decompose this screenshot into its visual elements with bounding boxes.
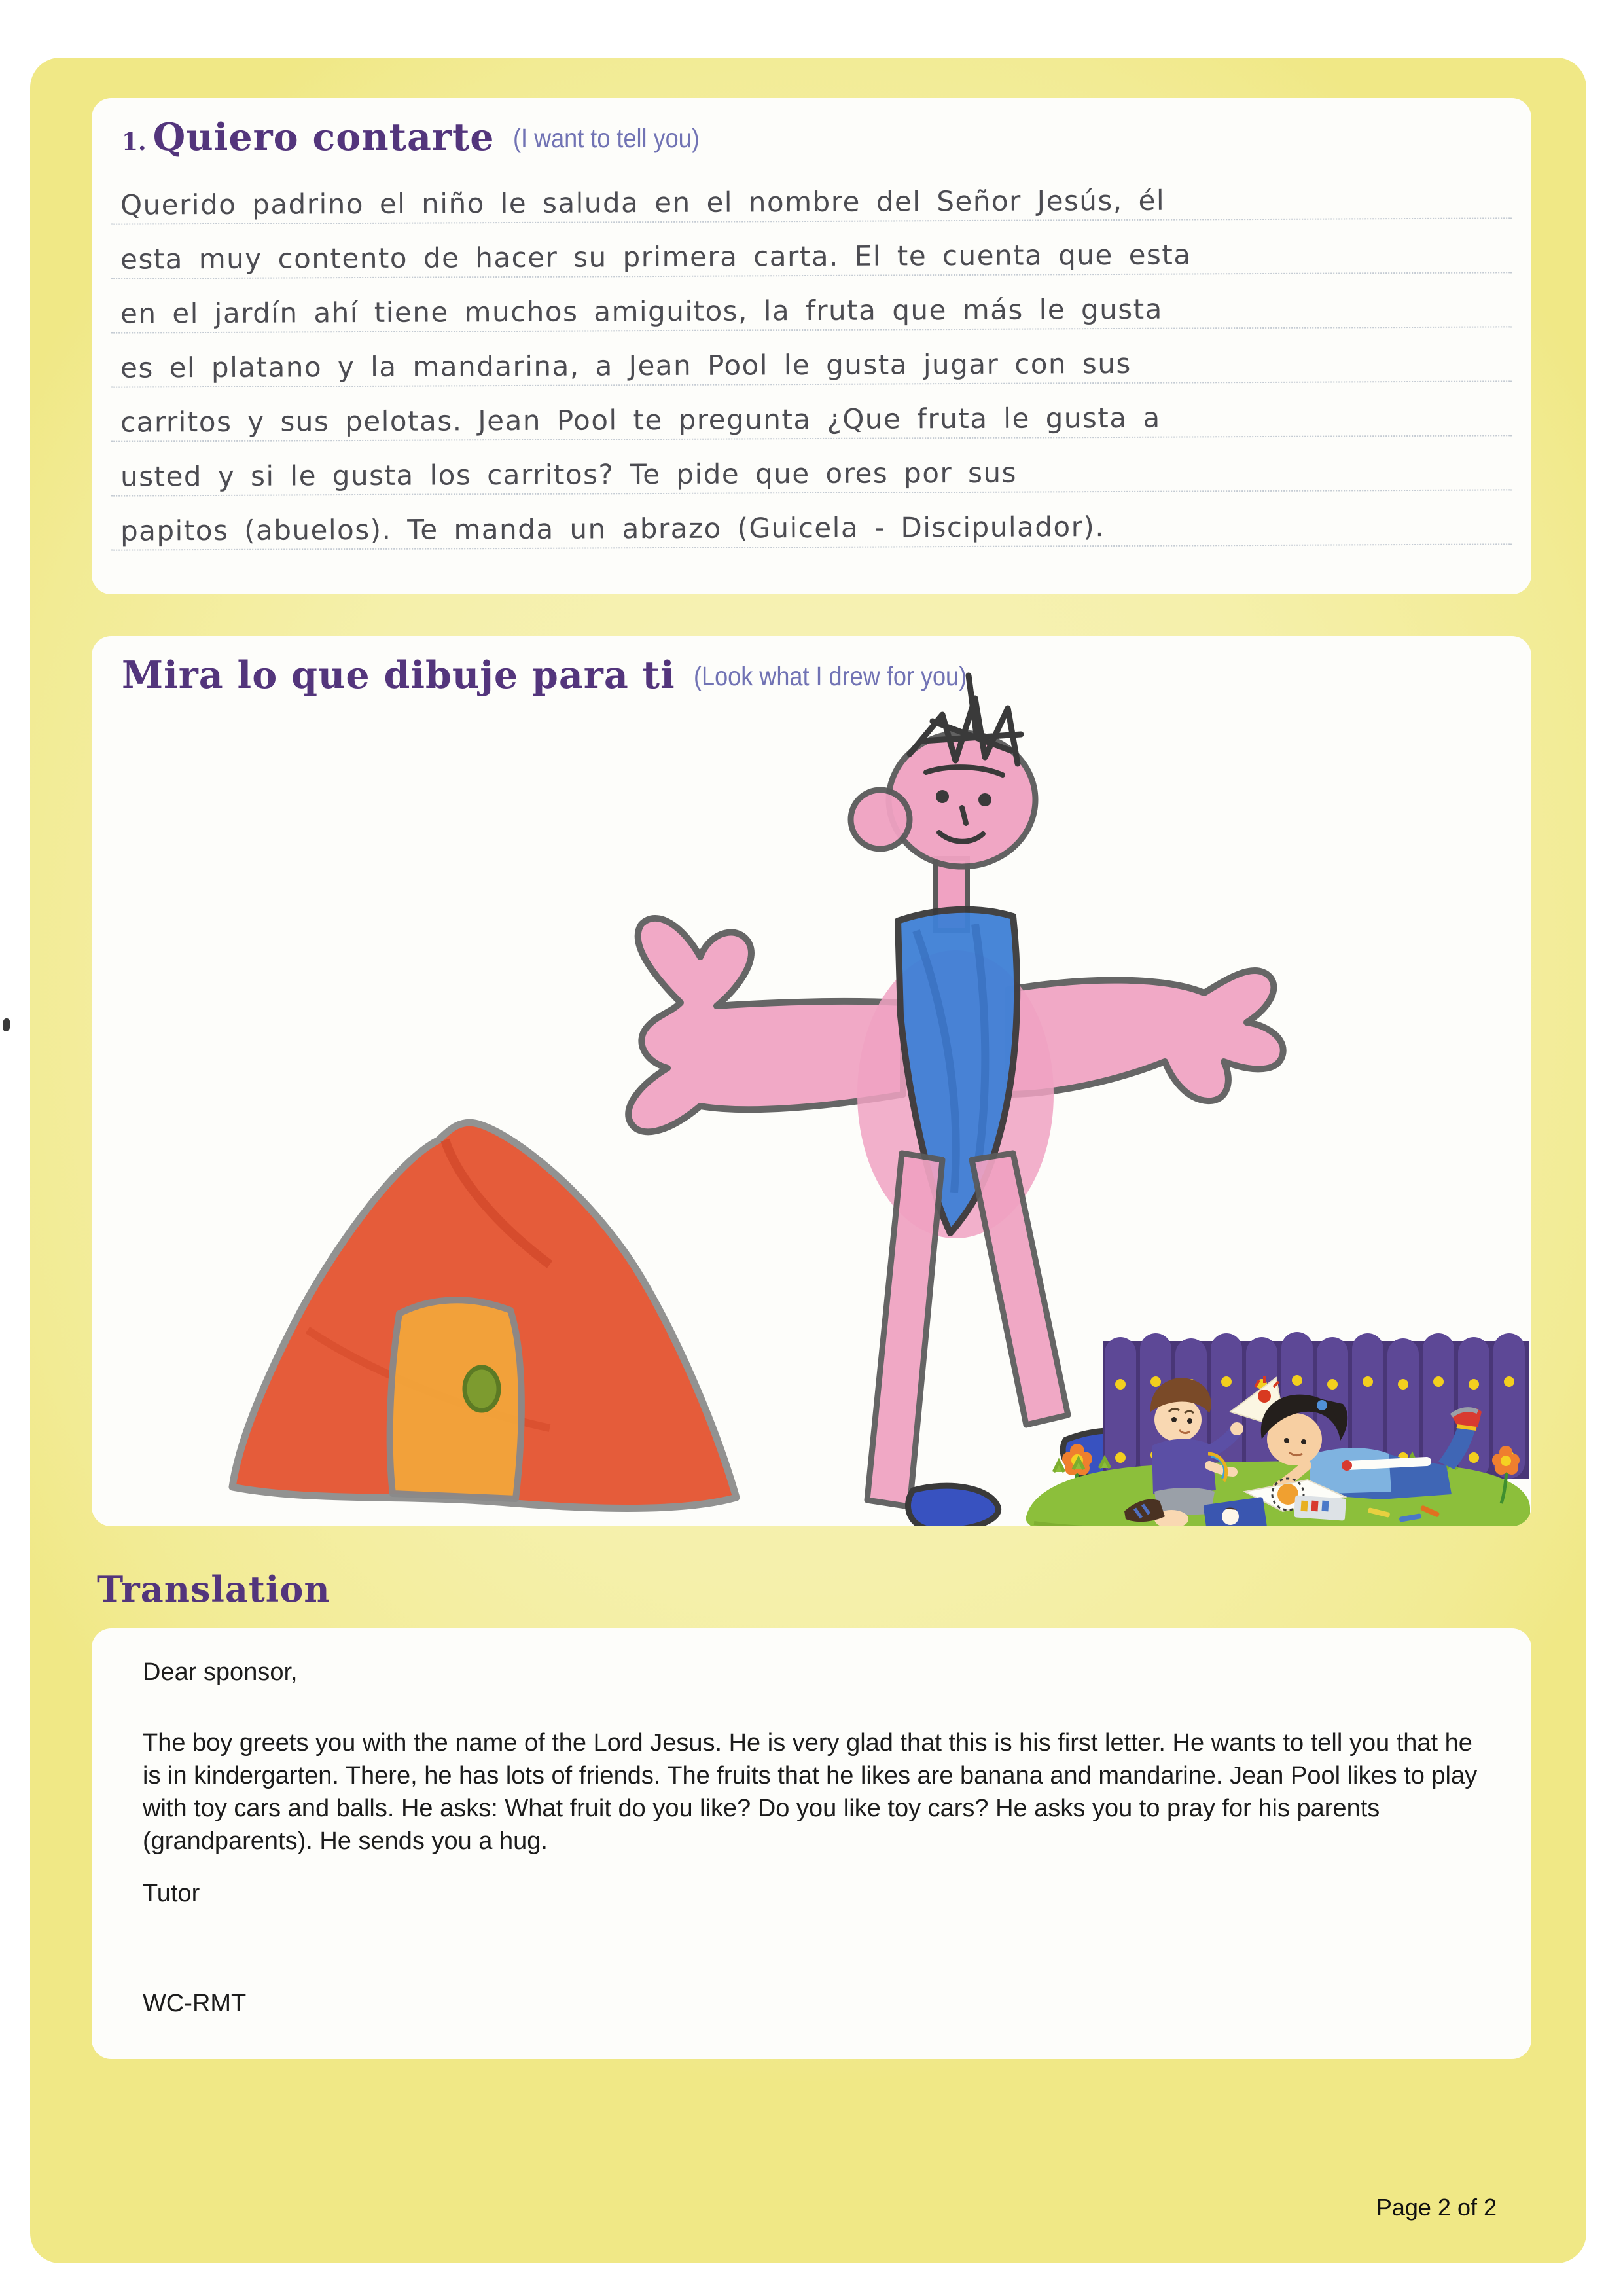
handwritten-line: esta muy contento de hacer su primera carta. El te cuenta que esta <box>111 219 1512 279</box>
drawing-section-title: Mira lo que dibuje para ti <box>122 653 675 697</box>
translation-greeting: Dear sponsor, <box>143 1659 298 1686</box>
handwritten-line: en el jardín ahí tiene muchos amiguitos, la fruta que más le gusta <box>111 273 1512 333</box>
translation-section <box>92 1628 1531 2059</box>
translation-body: The boy greets you with the name of the Lord Jesus. He is very glad that this is his first letter. He wants to tell you that he is in kindergarten. There, he has lots of friends. The fruits that he likes are banana and mandarine. Jean Pool likes to play with toy cars and balls. He asks: What fruit do you like? Do you like toy cars? He asks you to pray for his parents (grandparents). He sends you a hug. <box>143 1729 1478 1855</box>
translation-title: Translation <box>97 1568 330 1610</box>
scan-speck <box>3 1018 10 1031</box>
drawing-section <box>92 636 1531 1526</box>
section-number: 1. <box>122 128 147 156</box>
letter-section <box>92 98 1531 594</box>
handwritten-line: Querido padrino el niño le saluda en el nombre del Señor Jesús, él <box>111 164 1512 224</box>
letter-section-title: Quiero contarte <box>152 115 495 159</box>
handwritten-line: carritos y sus pelotas. Jean Pool te pregunta ¿Que fruta le gusta a <box>111 382 1512 442</box>
translation-signature: Tutor <box>143 1880 200 1907</box>
children-illustration <box>1014 1300 1531 1526</box>
drawing-section-subtitle: (Look what I drew for you) <box>693 661 967 691</box>
page-number: Page 2 of 2 <box>1376 2194 1497 2221</box>
translation-code: WC-RMT <box>143 1990 247 2017</box>
tent-drawing <box>232 1122 736 1508</box>
letter-section-header <box>92 98 1531 159</box>
handwritten-line: usted y si le gusta los carritos? Te pide que ores por sus <box>111 436 1512 496</box>
handwritten-line: papitos (abuelos). Te manda un abrazo (Guicela - Discipulador). <box>111 490 1512 550</box>
handwritten-line: es el platano y la mandarina, a Jean Pool le gusta jugar con sus <box>111 327 1512 387</box>
handwritten-letter <box>111 168 1512 548</box>
letter-section-subtitle: (I want to tell you) <box>512 123 700 153</box>
